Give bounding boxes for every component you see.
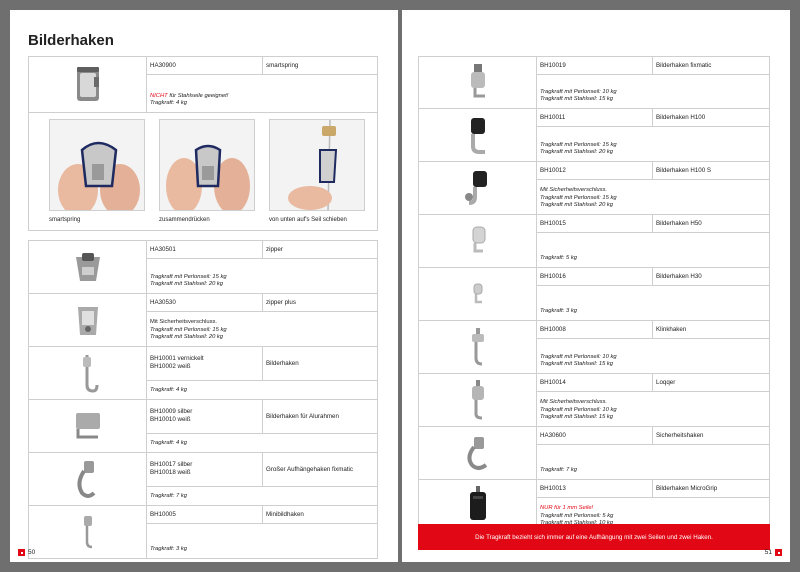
product-name: Bilderhaken MicroGrip	[656, 485, 718, 492]
product-code: BH10002 weiß	[150, 363, 191, 370]
caption: zusammendrücken	[159, 217, 210, 223]
product-image-smartspring	[29, 57, 147, 112]
product-description	[540, 354, 617, 369]
capacity-text: Tragkraft mit Perlonseil: 15 kg	[540, 141, 617, 148]
page-number-text: 50	[28, 549, 36, 556]
product-code: BH10011	[537, 109, 653, 126]
capacity-text: Tragkraft mit Perlonseil: 10 kg	[540, 353, 617, 360]
product-code: BH10016	[537, 268, 653, 285]
product-code: HA30530	[147, 294, 263, 311]
page-marker-icon	[775, 549, 782, 556]
product-description	[150, 93, 228, 108]
product-row	[28, 57, 378, 113]
product-name: zipper	[266, 246, 283, 253]
product-description	[540, 187, 617, 210]
product-code: HA30501	[147, 241, 263, 258]
page-number	[18, 549, 35, 556]
product-row	[418, 162, 770, 215]
product-description	[150, 546, 187, 554]
product-row	[28, 241, 378, 294]
product-name: Bilderhaken für Alurahmen	[266, 412, 339, 420]
capacity-text: Tragkraft mit Stahlseil: 20 kg	[540, 149, 614, 156]
capacity-text: Tragkraft mit Perlonseil: 10 kg	[540, 88, 617, 95]
product-name: Klinkhaken	[656, 326, 687, 333]
capacity-text: Tragkraft: 5 kg	[540, 255, 577, 262]
product-row	[418, 321, 770, 374]
product-row	[418, 57, 770, 109]
feature-text: Mit Sicherheitsverschluss.	[540, 399, 608, 406]
product-image-h100s	[419, 162, 537, 214]
product-code: BH10013	[537, 480, 653, 497]
page-number	[765, 549, 782, 556]
product-image-alurahmen	[29, 400, 147, 452]
product-name: Sicherheitshaken	[656, 432, 704, 439]
product-name: Bilderhaken fixmatic	[656, 62, 712, 69]
capacity-text: Tragkraft mit Stahlseil: 15 kg	[540, 361, 614, 368]
product-name: Bilderhaken H30	[656, 273, 702, 280]
product-description	[540, 255, 577, 263]
capacity-text: Tragkraft mit Perlonseil: 10 kg	[540, 406, 617, 413]
warning-text: NUR für 1 mm Seile!	[540, 505, 594, 512]
product-name: Minibildhaken	[266, 511, 304, 518]
product-image-bilderhaken	[29, 347, 147, 399]
product-code: BH10005	[147, 506, 263, 523]
capacity-text: Tragkraft mit Stahlseil: 20 kg	[540, 202, 614, 209]
product-code: BH10019	[537, 57, 653, 74]
capacity-text: Tragkraft mit Stahlseil: 20 kg	[150, 334, 224, 341]
capacity-text: Tragkraft mit Stahlseil: 15 kg	[540, 96, 614, 103]
feature-text: Mit Sicherheitsverschluss.	[150, 319, 218, 326]
capacity-text: Tragkraft: 3 kg	[150, 546, 187, 553]
caption: von unten auf's Seil schieben	[269, 217, 347, 223]
product-code: HA30600	[537, 427, 653, 444]
product-name: Bilderhaken H50	[656, 220, 702, 227]
product-description	[150, 440, 187, 448]
capacity-text: Tragkraft mit Perlonseil: 5 kg	[540, 512, 614, 519]
product-image-zipper-plus	[29, 294, 147, 346]
product-description	[150, 274, 227, 289]
capacity-text: Tragkraft: 4 kg	[150, 100, 187, 107]
caption: smartspring	[49, 217, 81, 223]
product-row	[28, 506, 378, 559]
product-code: BH10010 weiß	[150, 416, 191, 423]
product-name: smartspring	[266, 62, 299, 69]
photo-smartspring	[49, 119, 145, 211]
warning-rest: für Stahlseile geeignet!	[167, 92, 229, 99]
capacity-text: Tragkraft: 7 kg	[540, 467, 577, 474]
product-code: BH10015	[537, 215, 653, 232]
product-image-fixmatic	[419, 57, 537, 108]
product-image-sicherheitshaken	[419, 427, 537, 479]
product-name: zipper plus	[266, 299, 296, 306]
product-description	[150, 387, 187, 395]
left-page	[10, 10, 398, 562]
product-table-right	[418, 56, 770, 533]
product-row	[418, 109, 770, 162]
product-code-cell	[147, 347, 263, 380]
right-page	[402, 10, 790, 562]
product-image-minibildhaken	[29, 506, 147, 558]
product-code: BH10009 silber	[150, 408, 193, 415]
feature-text: Mit Sicherheitsverschluss.	[540, 187, 608, 194]
product-description	[150, 319, 227, 342]
capacity-text: Tragkraft: 4 kg	[150, 440, 187, 447]
product-description	[540, 308, 577, 316]
product-name: Bilderhaken H100 S	[656, 167, 712, 174]
product-description	[150, 493, 187, 501]
product-image-loqqer	[419, 374, 537, 426]
capacity-text: Tragkraft mit Stahlseil: 15 kg	[540, 414, 614, 421]
photo-row	[28, 113, 378, 231]
product-name: Loqqer	[656, 379, 676, 386]
product-row	[28, 347, 378, 400]
page-number-text: 51	[764, 549, 772, 556]
page-title: Bilderhaken	[28, 32, 114, 49]
product-row	[418, 374, 770, 427]
capacity-text: Tragkraft mit Perlonseil: 15 kg	[150, 273, 227, 280]
warning-text: NICHT	[150, 92, 168, 99]
product-row	[28, 400, 378, 453]
product-code: HA30900	[147, 57, 263, 74]
product-code: BH10018 weiß	[150, 469, 191, 476]
product-description	[540, 89, 617, 104]
product-image-klinkhaken	[419, 321, 537, 373]
product-description	[540, 399, 617, 422]
product-code-cell	[147, 453, 263, 486]
product-row	[418, 215, 770, 268]
capacity-text: Tragkraft: 7 kg	[150, 493, 187, 500]
product-row	[418, 427, 770, 480]
photo-slide-on-cable	[269, 119, 365, 211]
product-image-h30	[419, 268, 537, 320]
capacity-text: Tragkraft: 3 kg	[540, 308, 577, 315]
product-image-h50	[419, 215, 537, 267]
product-name: Großer Aufhängehaken fixmatic	[266, 465, 354, 473]
page-marker-icon	[18, 549, 25, 556]
product-name: Bilderhaken H100	[656, 114, 706, 121]
product-code: BH10017 silber	[150, 461, 193, 468]
capacity-text: Tragkraft mit Perlonseil: 15 kg	[540, 194, 617, 201]
photo-squeeze	[159, 119, 255, 211]
product-code-cell	[147, 400, 263, 433]
product-image-fixmatic-large	[29, 453, 147, 505]
product-table-left	[28, 240, 378, 559]
product-table-top	[28, 56, 378, 231]
product-name: Bilderhaken	[266, 359, 299, 367]
capacity-text: Tragkraft mit Perlonseil: 15 kg	[150, 326, 227, 333]
product-image-h100	[419, 109, 537, 161]
product-row	[418, 268, 770, 321]
product-code: BH10001 vernickelt	[150, 355, 204, 362]
product-description	[540, 467, 577, 475]
capacity-note-banner: Die Tragkraft bezieht sich immer auf eine Aufhängung mit zwei Seilen und zwei Haken.	[418, 524, 770, 550]
product-row	[28, 453, 378, 506]
product-code: BH10014	[537, 374, 653, 391]
capacity-text: Tragkraft: 4 kg	[150, 387, 187, 394]
product-description	[540, 142, 617, 157]
product-code: BH10012	[537, 162, 653, 179]
product-code: BH10008	[537, 321, 653, 338]
product-image-zipper	[29, 241, 147, 293]
capacity-text: Tragkraft mit Stahlseil: 20 kg	[150, 281, 224, 288]
product-row	[28, 294, 378, 347]
